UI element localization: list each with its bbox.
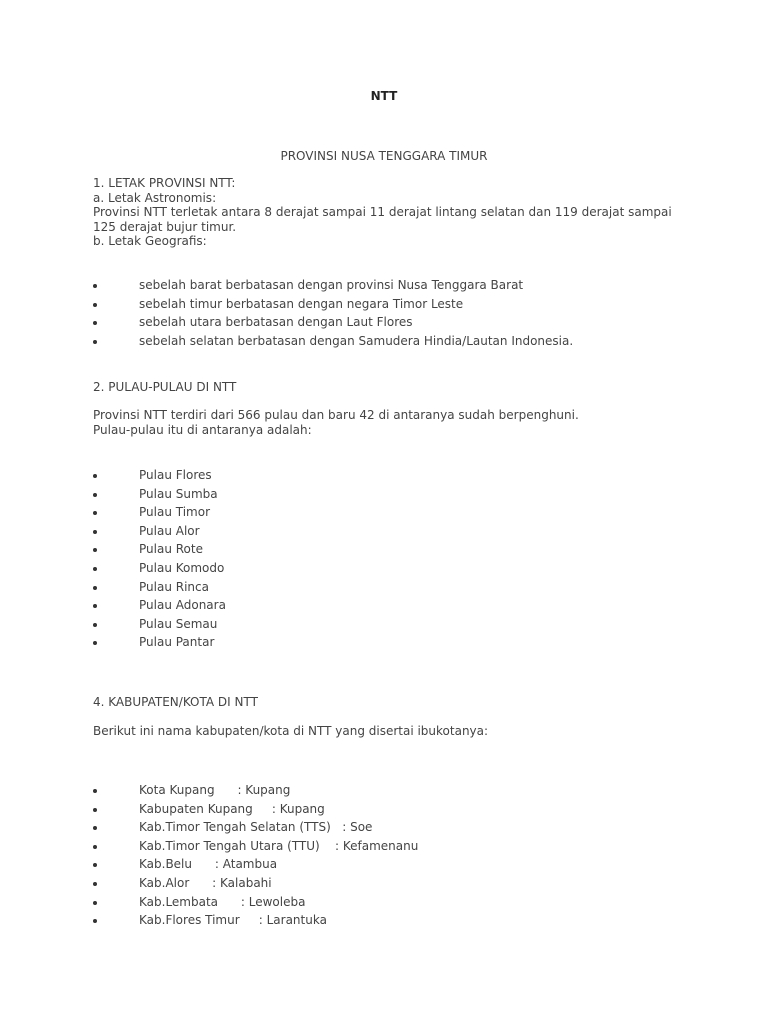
- section-1-heading: 1. LETAK PROVINSI NTT:: [93, 176, 236, 190]
- bullet-icon: [93, 321, 97, 325]
- bullet-icon: [93, 604, 97, 608]
- list-item: Kab.Belu : Atambua: [93, 855, 418, 874]
- list-item: sebelah barat berbatasan dengan provinsi Nusa Tenggara Barat: [93, 276, 573, 295]
- bullet-icon: [93, 548, 97, 552]
- list-item: Kab.Lembata : Lewoleba: [93, 893, 418, 912]
- bullet-icon: [93, 493, 97, 497]
- section-2-paragraph: [93, 408, 693, 437]
- list-item: Kab.Flores Timur : Larantuka: [93, 911, 418, 930]
- bullet-icon: [93, 808, 97, 812]
- bullet-icon: [93, 474, 97, 478]
- section-4-heading: 4. KABUPATEN/KOTA DI NTT: [93, 695, 258, 709]
- list-item: Pulau Rote: [93, 540, 226, 559]
- borders-list: [93, 276, 573, 350]
- list-item: Pulau Rinca: [93, 578, 226, 597]
- bullet-icon: [93, 623, 97, 627]
- list-item: Kabupaten Kupang : Kupang: [93, 800, 418, 819]
- geographic-subheading: b. Letak Geografis:: [93, 234, 207, 248]
- list-item: Pulau Pantar: [93, 633, 226, 652]
- section-2-heading: 2. PULAU-PULAU DI NTT: [93, 380, 237, 394]
- bullet-icon: [93, 882, 97, 886]
- bullet-icon: [93, 641, 97, 645]
- bullet-icon: [93, 845, 97, 849]
- list-item: Pulau Timor: [93, 503, 226, 522]
- bullet-icon: [93, 530, 97, 534]
- document-subtitle: PROVINSI NUSA TENGGARA TIMUR: [280, 149, 488, 163]
- list-item: Pulau Flores: [93, 466, 226, 485]
- bullet-icon: [93, 863, 97, 867]
- section-1-text: [93, 176, 693, 249]
- regencies-list: [93, 781, 418, 930]
- bullet-icon: [93, 586, 97, 590]
- list-item: Pulau Adonara: [93, 596, 226, 615]
- list-item: Pulau Alor: [93, 522, 226, 541]
- list-item: sebelah selatan berbatasan dengan Samudera Hindia/Lautan Indonesia.: [93, 332, 573, 351]
- list-item: Kab.Alor : Kalabahi: [93, 874, 418, 893]
- bullet-icon: [93, 303, 97, 307]
- islands-list: [93, 466, 226, 652]
- list-item: Pulau Komodo: [93, 559, 226, 578]
- islands-intro-line-1: Provinsi NTT terdiri dari 566 pulau dan baru 42 di antaranya sudah berpenghuni.: [93, 408, 579, 422]
- section-4-paragraph: Berikut ini nama kabupaten/kota di NTT yang disertai ibukotanya:: [93, 724, 489, 738]
- bullet-icon: [93, 826, 97, 830]
- bullet-icon: [93, 340, 97, 344]
- list-item: Kab.Timor Tengah Selatan (TTS) : Soe: [93, 818, 418, 837]
- list-item: sebelah timur berbatasan dengan negara Timor Leste: [93, 295, 573, 314]
- bullet-icon: [93, 284, 97, 288]
- bullet-icon: [93, 901, 97, 905]
- list-item: sebelah utara berbatasan dengan Laut Flores: [93, 313, 573, 332]
- list-item: Pulau Sumba: [93, 485, 226, 504]
- astronomical-text-line-1: Provinsi NTT terletak antara 8 derajat sampai 11 derajat lintang selatan dan 119 derajat sampai: [93, 205, 672, 219]
- bullet-icon: [93, 567, 97, 571]
- astronomical-text-line-2: 125 derajat bujur timur.: [93, 219, 237, 234]
- astronomical-subheading: a. Letak Astronomis:: [93, 190, 217, 205]
- bullet-icon: [93, 789, 97, 793]
- list-item: Pulau Semau: [93, 615, 226, 634]
- islands-intro-line-2: Pulau-pulau itu di antaranya adalah:: [93, 422, 312, 437]
- document-title: NTT: [370, 89, 398, 103]
- bullet-icon: [93, 511, 97, 515]
- list-item: Kota Kupang : Kupang: [93, 781, 418, 800]
- bullet-icon: [93, 919, 97, 923]
- list-item: Kab.Timor Tengah Utara (TTU) : Kefamenanu: [93, 837, 418, 856]
